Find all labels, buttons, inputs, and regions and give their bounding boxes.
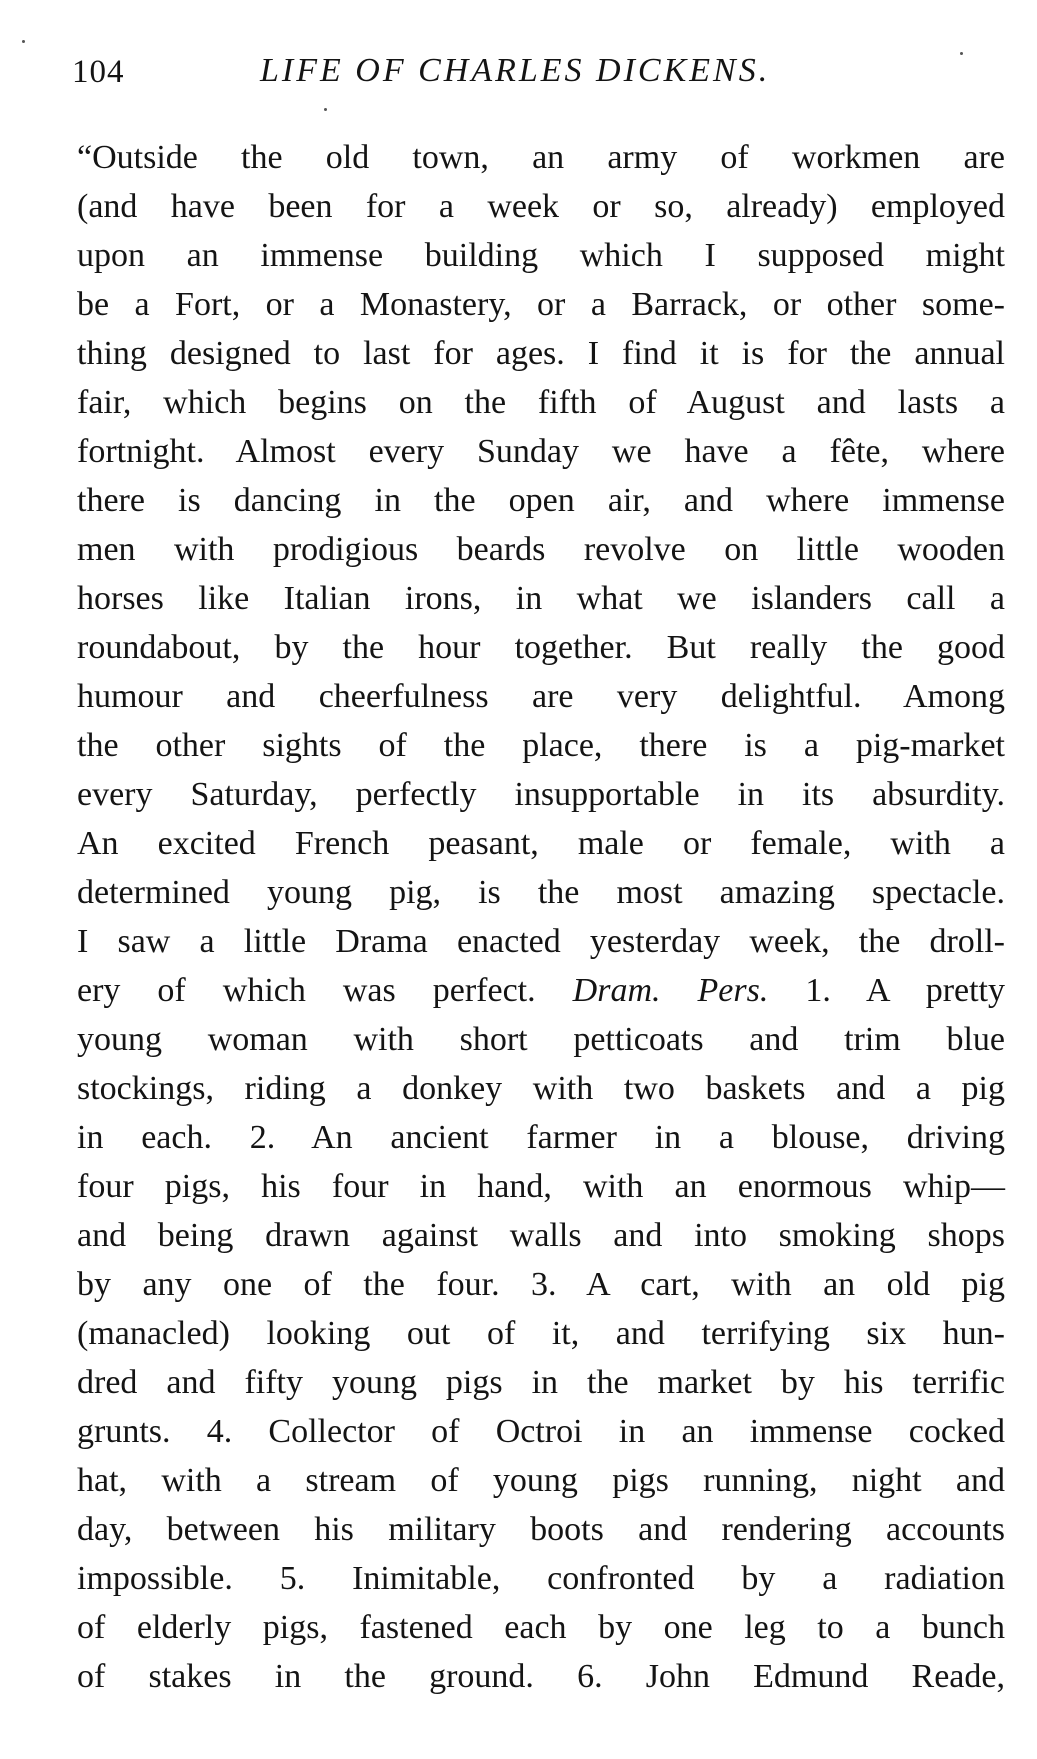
- text-line: in each. 2. An ancient farmer in a blouse, driving: [77, 1119, 1005, 1156]
- text-line: and being drawn against walls and into smoking shops: [77, 1217, 1005, 1254]
- text-line: four pigs, his four in hand, with an enormous whip—: [77, 1168, 1005, 1205]
- text-line: roundabout, by the hour together. But really the good: [77, 629, 1005, 666]
- text-line: men with prodigious beards revolve on little wooden: [77, 531, 1005, 568]
- text-line: fortnight. Almost every Sunday we have a fête, where: [77, 433, 1005, 470]
- text-line: stockings, riding a donkey with two baskets and a pig: [77, 1070, 1005, 1107]
- text-line: every Saturday, perfectly insupportable in its absurdity.: [77, 776, 1005, 813]
- text-line: fair, which begins on the fifth of August and lasts a: [77, 384, 1005, 421]
- text-line: An excited French peasant, male or female, with a: [77, 825, 1005, 862]
- text-line: hat, with a stream of young pigs running, night and: [77, 1462, 1005, 1499]
- text-line: impossible. 5. Inimitable, confronted by a radiation: [77, 1560, 1005, 1597]
- text-line: (and have been for a week or so, already) employed: [77, 188, 1005, 225]
- paper-speck: [22, 40, 25, 43]
- page-header: [72, 38, 992, 98]
- text-line: by any one of the four. 3. A cart, with an old pig: [77, 1266, 1005, 1303]
- text-line: dred and fifty young pigs in the market by his terrific: [77, 1364, 1005, 1401]
- text-line: be a Fort, or a Monastery, or a Barrack, or other some-: [77, 286, 1005, 323]
- text-line: of stakes in the ground. 6. John Edmund Reade,: [77, 1658, 1005, 1695]
- text-line-dramatis-personae: [77, 966, 1005, 1015]
- text-line: upon an immense building which I supposed might: [77, 237, 1005, 274]
- text-line: thing designed to last for ages. I find it is for the annual: [77, 335, 1005, 372]
- text-line: I saw a little Drama enacted yesterday week, the droll-: [77, 923, 1005, 960]
- text-line: humour and cheerfulness are very delightful. Among: [77, 678, 1005, 715]
- text-line: day, between his military boots and rendering accounts: [77, 1511, 1005, 1548]
- text-line: grunts. 4. Collector of Octroi in an immense cocked: [77, 1413, 1005, 1450]
- body-text: [77, 133, 1005, 1701]
- paper-speck: [324, 108, 327, 111]
- text-segment: 1. A pretty: [768, 972, 1005, 1009]
- running-title: LIFE OF CHARLES DICKENS.: [260, 52, 771, 89]
- text-line: there is dancing in the open air, and where immense: [77, 482, 1005, 519]
- paper-speck: [960, 52, 963, 55]
- text-line: determined young pig, is the most amazing spectacle.: [77, 874, 1005, 911]
- text-line: “Outside the old town, an army of workmen are: [77, 139, 1005, 176]
- page-number: 104: [72, 54, 125, 90]
- text-line: (manacled) looking out of it, and terrifying six hun-: [77, 1315, 1005, 1352]
- italic-dram-pers: Dram. Pers.: [572, 972, 769, 1009]
- text-segment: ery of which was perfect.: [77, 972, 573, 1009]
- text-line: of elderly pigs, fastened each by one leg to a bunch: [77, 1609, 1005, 1646]
- text-line: young woman with short petticoats and trim blue: [77, 1021, 1005, 1058]
- text-line: horses like Italian irons, in what we islanders call a: [77, 580, 1005, 617]
- text-line: the other sights of the place, there is a pig-market: [77, 727, 1005, 764]
